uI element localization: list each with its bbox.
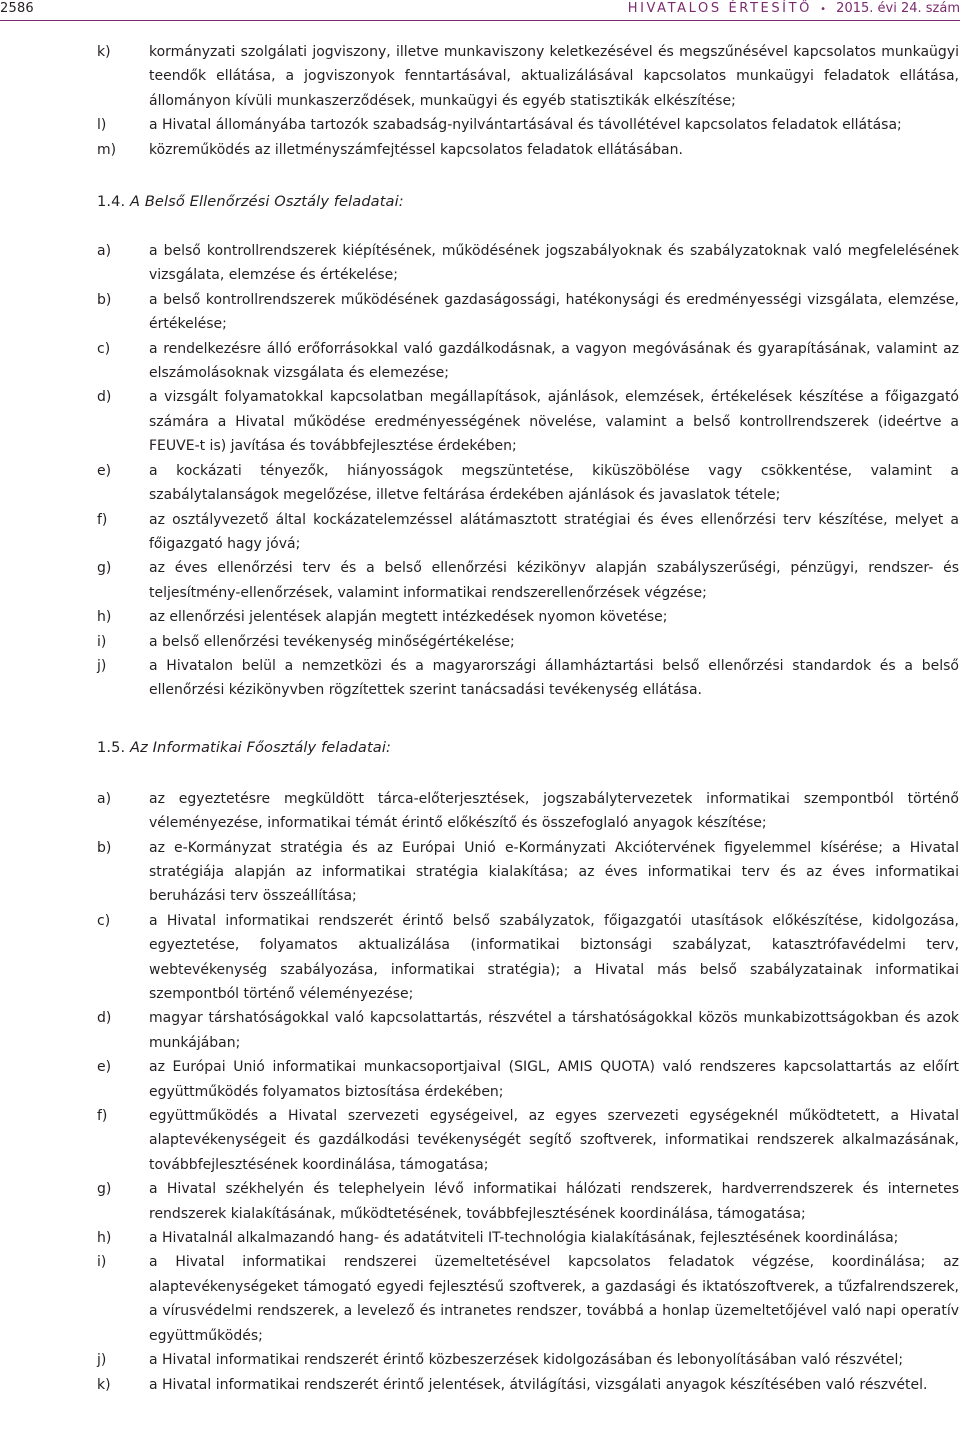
item-label: l) bbox=[97, 117, 107, 134]
section-number: 1.5. bbox=[97, 738, 126, 756]
item-label: c) bbox=[97, 340, 111, 357]
issue-number: 2015. évi 24. szám bbox=[836, 1, 960, 16]
item-text: a belső ellenőrzési tevékenység minőségértékelése; bbox=[149, 633, 515, 650]
item-text: az ellenőrzési jelentések alapján megtett intézkedések nyomon követése; bbox=[149, 609, 668, 626]
item-label: k) bbox=[97, 44, 111, 60]
list-item bbox=[97, 605, 959, 629]
item-label: e) bbox=[97, 462, 112, 479]
header-rule bbox=[0, 20, 960, 21]
item-text: a Hivatalnál alkalmazandó hang- és adatátviteli IT-technológia kialakításának, fejlesztésének koordinálása; bbox=[149, 1230, 899, 1247]
item-text: kormányzati szolgálati jogviszony, illetve munkaviszony keletkezésével és megszűnésével kapcsolatos munkaügyi teendők ellátása, a jogviszonyok fenntartásával, aktualizálásával kapcsolatos munkaügyi feladatok ellátása, állományon kívüli munkaszerződések, munkaügyi és egyéb statisztikák elkészítése; bbox=[149, 44, 959, 109]
item-label: g) bbox=[97, 560, 112, 577]
section-heading-1-5 bbox=[97, 736, 959, 760]
item-label: m) bbox=[97, 141, 117, 158]
item-label: i) bbox=[97, 633, 107, 650]
section-heading-1-4 bbox=[97, 190, 959, 214]
item-label: d) bbox=[97, 1010, 112, 1027]
item-label: e) bbox=[97, 1059, 112, 1076]
item-label: a) bbox=[97, 790, 112, 807]
item-label: f) bbox=[97, 1108, 108, 1125]
list-item bbox=[97, 337, 959, 386]
item-label: i) bbox=[97, 1254, 107, 1271]
list-item bbox=[97, 654, 959, 703]
item-list-top bbox=[97, 40, 959, 162]
list-item bbox=[97, 836, 959, 909]
item-text: az egyeztetésre megküldött tárca-előterjesztések, jogszabálytervezetek informatikai szempontból történő véleményezése, informatikai témát érintő előkészítő és összefoglaló anyagok készítése; bbox=[149, 790, 959, 832]
item-text: a Hivatal informatikai rendszerét érintő belső szabályzatok, főigazgatói utasítások előkészítése, kidolgozása, egyeztetése, folyamatos aktualizálása (informatikai biztonsági szabályzat, katasztrófavédelmi terv, webtevékenység szabályozása, informatikai stratégia); a Hivatal más belső szabályzatainak informatikai szempontból történő véleményezése; bbox=[149, 912, 959, 1002]
list-item bbox=[97, 1348, 959, 1372]
list-item bbox=[97, 630, 959, 654]
item-text: együttműködés a Hivatal szervezeti egységeivel, az egyes szervezeti egységeknél működtetett, a Hivatal alaptevékenységeit és gazdálkodási tevékenységét segítő szoftverek, informatikai rendszerek alkalmazásának, továbbfejlesztésének koordinálása, támogatása; bbox=[149, 1108, 959, 1173]
list-item bbox=[97, 1177, 959, 1226]
item-label: d) bbox=[97, 389, 112, 406]
item-text: közreműködés az illetményszámfejtéssel kapcsolatos feladatok ellátásában. bbox=[149, 141, 683, 158]
list-item bbox=[97, 288, 959, 337]
item-text: a vizsgált folyamatokkal kapcsolatban megállapítások, ajánlások, elemzések, értékelések készítése a főigazgató számára a Hivatal működése eredményességének növelése, valamint a belső kontrollrendszerek (ideértve a FEUVE-t is) javítása és továbbfejlesztése érdekében; bbox=[149, 389, 959, 455]
list-item bbox=[97, 1226, 959, 1250]
item-label: h) bbox=[97, 609, 112, 626]
item-label: k) bbox=[97, 1376, 111, 1393]
list-item bbox=[97, 385, 959, 458]
list-item bbox=[97, 909, 959, 1007]
list-item bbox=[97, 40, 959, 113]
item-list-section-1-4 bbox=[97, 239, 959, 703]
list-item bbox=[97, 1373, 959, 1397]
item-text: a belső kontrollrendszerek működésének gazdaságossági, hatékonysági és eredményességi vizsgálata, elemzése, értékelése; bbox=[149, 291, 959, 333]
item-label: c) bbox=[97, 912, 111, 929]
item-text: magyar társhatóságokkal való kapcsolattartás, részvétel a társhatóságokkal közös munkabizottságokban és azok munkájában; bbox=[149, 1010, 959, 1051]
item-text: az e-Kormányzat stratégia és az Európai Unió e-Kormányzati Akciótervének figyelemmel kísérése; a Hivatal stratégiája alapján az informatikai stratégia kialakítása; az éves informatikai terv és az éves informatikai beruházási terv összeállítása; bbox=[149, 839, 959, 905]
item-text: a Hivatal állományába tartozók szabadság-nyilvántartásával és távollétével kapcsolatos feladatok ellátása; bbox=[149, 117, 902, 134]
list-item bbox=[97, 1104, 959, 1177]
item-label: b) bbox=[97, 839, 112, 856]
item-label: a) bbox=[97, 243, 112, 260]
item-text: a Hivatal informatikai rendszerét érintő jelentések, átvilágítási, vizsgálati anyagok készítésében való részvétel. bbox=[149, 1376, 928, 1393]
item-label: j) bbox=[97, 1352, 107, 1369]
item-label: h) bbox=[97, 1230, 112, 1247]
list-item bbox=[97, 556, 959, 605]
list-item bbox=[97, 459, 959, 508]
item-text: a Hivatal informatikai rendszerét érintő közbeszerzések kidolgozásában és lebonyolításában való részvétel; bbox=[149, 1352, 904, 1369]
section-title: A Belső Ellenőrzési Osztály feladatai: bbox=[130, 193, 404, 211]
list-item bbox=[97, 1055, 959, 1104]
item-text: a Hivatal informatikai rendszerei üzemeltetésével kapcsolatos feladatok végzése, koordinálása; az alaptevékenységeket támogató egyedi fejlesztésű szoftverek, a gazdasági és iktatószoftverek, a tűzfalrendszerek, a vírusvédelmi rendszerek, a levelező és intranetes rendszer, továbbá a honlap üzemeltetőjével való napi operatív együttműködés; bbox=[149, 1254, 959, 1344]
page-header bbox=[0, 0, 960, 18]
journal-title: HIVATALOS ÉRTESÍTŐ bbox=[627, 1, 812, 16]
item-label: g) bbox=[97, 1181, 112, 1198]
journal-info bbox=[628, 0, 960, 19]
item-text: a Hivatalon belül a nemzetközi és a magyarországi államháztartási belső ellenőrzési standardok és a belső ellenőrzési kézikönyvben rögzítettek szerint tanácsadási tevékenység ellátása. bbox=[149, 657, 959, 699]
header-bullet: • bbox=[820, 4, 827, 15]
item-label: j) bbox=[97, 657, 107, 674]
item-text: a rendelkezésre álló erőforrásokkal való gazdálkodásnak, a vagyon megóvásának és gyarapításának, valamint az elszámolásoknak vizsgálata és elemezése; bbox=[149, 340, 959, 382]
item-text: az éves ellenőrzési terv és a belső ellenőrzési kézikönyv alapján szabályszerűségi, pénzügyi, rendszer- és teljesítmény-ellenőrzések, valamint informatikai rendszerellenőrzések végzése; bbox=[149, 560, 959, 601]
item-text: az Európai Unió informatikai munkacsoportjaival (SIGL, AMIS QUOTA) való rendszeres kapcsolattartás az előírt együttműködés folyamatos biztosítása érdekében; bbox=[149, 1059, 959, 1100]
item-text: a Hivatal székhelyén és telephelyein lévő informatikai hálózati rendszerek, hardverrendszerek és internetes rendszerek kialakításának, működtetésének, továbbfejlesztésének koordinálása, támogatása; bbox=[149, 1181, 959, 1222]
item-label: b) bbox=[97, 291, 112, 308]
list-item bbox=[97, 138, 959, 162]
list-item bbox=[97, 239, 959, 288]
item-label: f) bbox=[97, 511, 108, 528]
list-item bbox=[97, 787, 959, 836]
item-text: az osztályvezető által kockázatelemzéssel alátámasztott stratégiai és éves ellenőrzési terv készítése, melyet a főigazgató hagy jóvá; bbox=[149, 511, 959, 552]
list-item bbox=[97, 508, 959, 557]
page-number: 2586 bbox=[0, 1, 34, 16]
section-number: 1.4. bbox=[97, 193, 126, 211]
document-body bbox=[97, 40, 959, 1397]
item-text: a kockázati tényezők, hiányosságok megszüntetése, kiküszöbölése vagy csökkentése, valamint a szabálytalanságok megelőzése, illetve feltárása érdekében ajánlások és javaslatok tétele; bbox=[149, 462, 959, 504]
section-title: Az Informatikai Főosztály feladatai: bbox=[130, 738, 391, 756]
list-item bbox=[97, 113, 959, 137]
list-item bbox=[97, 1250, 959, 1348]
list-item bbox=[97, 1006, 959, 1055]
item-text: a belső kontrollrendszerek kiépítésének, működésének jogszabályoknak és szabályzatoknak való megfelelésének vizsgálata, elemzése és értékelése; bbox=[149, 243, 959, 284]
item-list-section-1-5 bbox=[97, 787, 959, 1397]
